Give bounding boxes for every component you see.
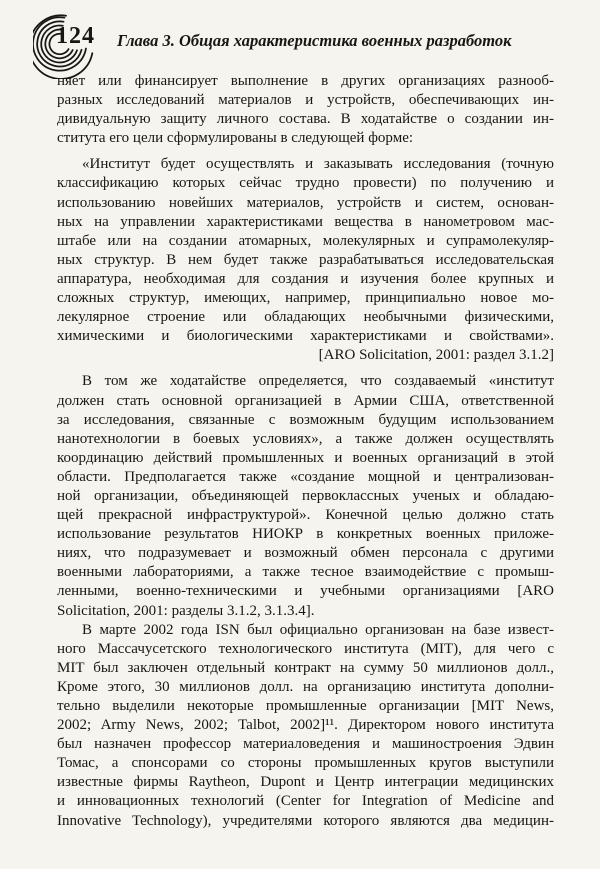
text-line: разных исследований материалов и устройств, обеспечивающих ин- [57,92,554,109]
text-line: ных на управлении характеристиками вещества в нанометровом мас- [57,213,554,230]
text-line: В том же ходатайстве определяется, что создаваемый «институт [82,373,554,390]
text-line: химическими и биологическими характеристиками и свойствами». [57,328,554,345]
quote-citation: [ARO Solicitation, 2001: раздел 3.1.2] [318,347,554,364]
text-line: «Институт будет осуществлять и заказывать исследования (точную [82,156,554,173]
text-line: координацию действий промышленных и военных организаций в этой [57,449,554,466]
text-line: щей прекрасной инфраструктурой». Конечной целью должно стать [57,507,554,524]
text-line: был назначен профессор материаловедения и машиностроения Эдвин [57,736,554,753]
text-line: Innovative Technology), учредителями которого являются два медицин- [57,812,554,829]
text-line: няет или финансирует выполнение в других организациях разнооб- [57,73,554,89]
text-line: за исследования, связанные с возможным будущим использованием [57,411,554,428]
paragraph-founding [57,621,554,831]
text-line: ной организации, объединяющей первоклассных ученых и обладаю- [57,487,554,504]
chapter-title: Глава 3. Общая характеристика военных разработок [117,31,512,50]
text-line: В марте 2002 года ISN был официально организован на базе извест- [82,621,554,638]
text-line: ститута его цели сформулированы в следующей форме: [57,130,414,147]
text-line: тельно выделили некоторые промышленные организации [MIT News, [57,698,554,714]
page-number: 124 [56,23,95,49]
text-line: должен стать основной организацией в Армии США, ответственной [57,392,554,409]
block-quote [57,155,554,346]
text-line: Кроме этого, 30 миллионов долл. на организацию института дополни- [57,678,554,695]
text-line: сложных структур, имеющих, например, принципиально новое мо- [57,290,554,307]
text-line: дивидуальную защиту личного состава. В ходатайстве о создании ин- [57,111,554,128]
text-line: известные фирмы Raytheon, Dupont и Центр интеграции медицинских [57,774,554,791]
text-line: ниях, что подразумевает и возможный обмен персонала с другими [57,545,554,562]
text-line: использованию новейших материалов, устройств и систем, основан- [57,194,554,211]
text-line: области. Предполагается также «создание мощной и централизован- [57,468,554,485]
text-line: ленными, военно-техническими и учебными организациями [ARO [57,583,554,600]
text-line: нанотехнологии в боевых условиях», а также должен осуществлять [57,430,554,447]
text-line: аппаратура, необходимая для создания и изучения более крупных и [57,270,554,287]
text-line: военными лабораториями, а также тесное взаимодействие с промыш- [57,564,554,581]
paragraph-opening [57,72,554,148]
text-line: лекулярное строение или обладающих необычными физическими, [57,309,554,326]
text-line: использование результатов НИОКР в конкретных военных приложе- [57,526,554,543]
text-line: ного Массачусетского технологического института (MIT), для чего с [57,640,554,657]
text-line: 2002; Army News, 2002; Talbot, 2002]¹¹. Директором нового института [57,717,554,734]
text-line: и инновационных технологий (Center for Integration of Medicine and [57,793,554,810]
text-line: штабе или на создании атомарных, молекулярных и супрамолекуляр- [57,232,554,249]
text-line: Solicitation, 2001: разделы 3.1.2, 3.1.3.4]. [57,602,315,619]
paragraph-institute [57,372,554,620]
text-line: ных структур. В нем будет также разрабатываться исследовательская [57,251,554,268]
text-line: Томас, а спонсорами со стороны промышленных кругов выступили [57,755,554,772]
text-line: классификацию которых сейчас трудно провести) по получению и [57,175,554,192]
text-line: MIT был заключен отдельный контракт на сумму 50 миллионов долл., [57,659,554,676]
chapter-logo [33,13,113,79]
page-text [57,72,554,831]
